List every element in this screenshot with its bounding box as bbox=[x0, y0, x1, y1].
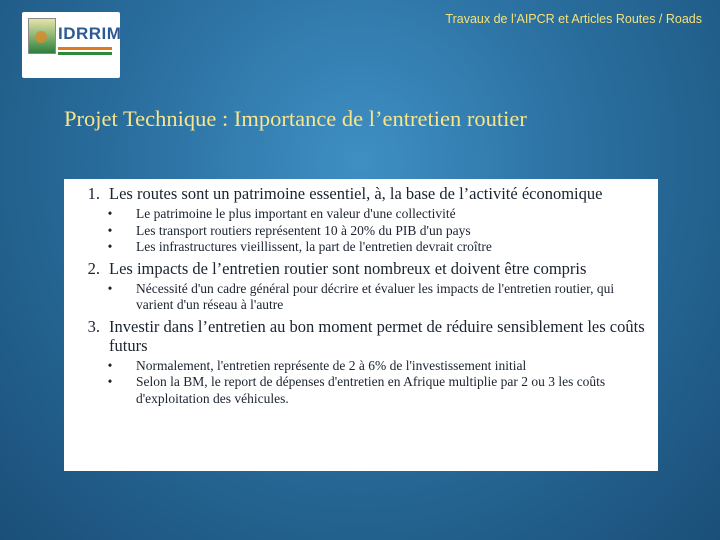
sub-item-text: Les infrastructures vieillissent, la part de l'entretien devrait croître bbox=[136, 239, 492, 254]
item-number: 3. bbox=[87, 316, 100, 336]
sub-item-text: Les transport routiers représentent 10 à 20% du PIB d'un pays bbox=[136, 222, 471, 238]
item-text: Les impacts de l’entretien routier sont nombreux et doivent être compris bbox=[109, 258, 587, 278]
item-number: 2. bbox=[87, 258, 100, 278]
sub-item-text: Selon la BM, le report de dépenses d'entretien en Afrique multiplie par 2 ou 3 les coûts d'exploitation des véhicules. bbox=[136, 374, 606, 406]
bullet-icon: • bbox=[107, 374, 113, 389]
logo-text: IDRRIM bbox=[58, 24, 122, 43]
bullet-icon: • bbox=[107, 222, 113, 238]
emblem-icon bbox=[28, 18, 56, 54]
logo-stripe bbox=[58, 47, 112, 50]
bullet-icon: • bbox=[107, 357, 113, 373]
item-text: Investir dans l’entretien au bon moment permet de réduire sensiblement les coûts futurs bbox=[109, 316, 645, 355]
list-item bbox=[64, 259, 648, 314]
content-box bbox=[64, 179, 658, 471]
idrrim-logo bbox=[22, 12, 120, 78]
sub-item bbox=[64, 374, 648, 407]
logo-stripe-green bbox=[58, 52, 112, 55]
sub-item bbox=[64, 358, 648, 375]
bullet-icon: • bbox=[107, 239, 113, 254]
list-item bbox=[64, 317, 648, 408]
item-text: Les routes sont un patrimoine essentiel, à, la base de l’activité économique bbox=[109, 184, 603, 203]
sub-item bbox=[64, 206, 648, 223]
bullet-icon: • bbox=[107, 280, 113, 296]
sub-item bbox=[64, 281, 648, 314]
sub-item bbox=[64, 239, 648, 256]
list-item bbox=[64, 184, 648, 256]
sub-item bbox=[64, 223, 648, 240]
sub-item-text: Nécessité d'un cadre général pour décrire et évaluer les impacts de l'entretien routier, qui varient d'un réseau à l'autre bbox=[136, 280, 615, 312]
sub-item-text: Normalement, l'entretien représente de 2 à 6% de l'investissement initial bbox=[136, 357, 527, 373]
slide-title: Projet Technique : Importance de l’entretien routier bbox=[64, 106, 527, 131]
bullet-icon: • bbox=[107, 206, 113, 221]
sub-item-text: Le patrimoine le plus important en valeur d'une collectivité bbox=[136, 206, 456, 221]
header-title: Travaux de l’AIPCR et Articles Routes / Roads bbox=[445, 12, 702, 26]
item-number: 1. bbox=[87, 184, 100, 203]
